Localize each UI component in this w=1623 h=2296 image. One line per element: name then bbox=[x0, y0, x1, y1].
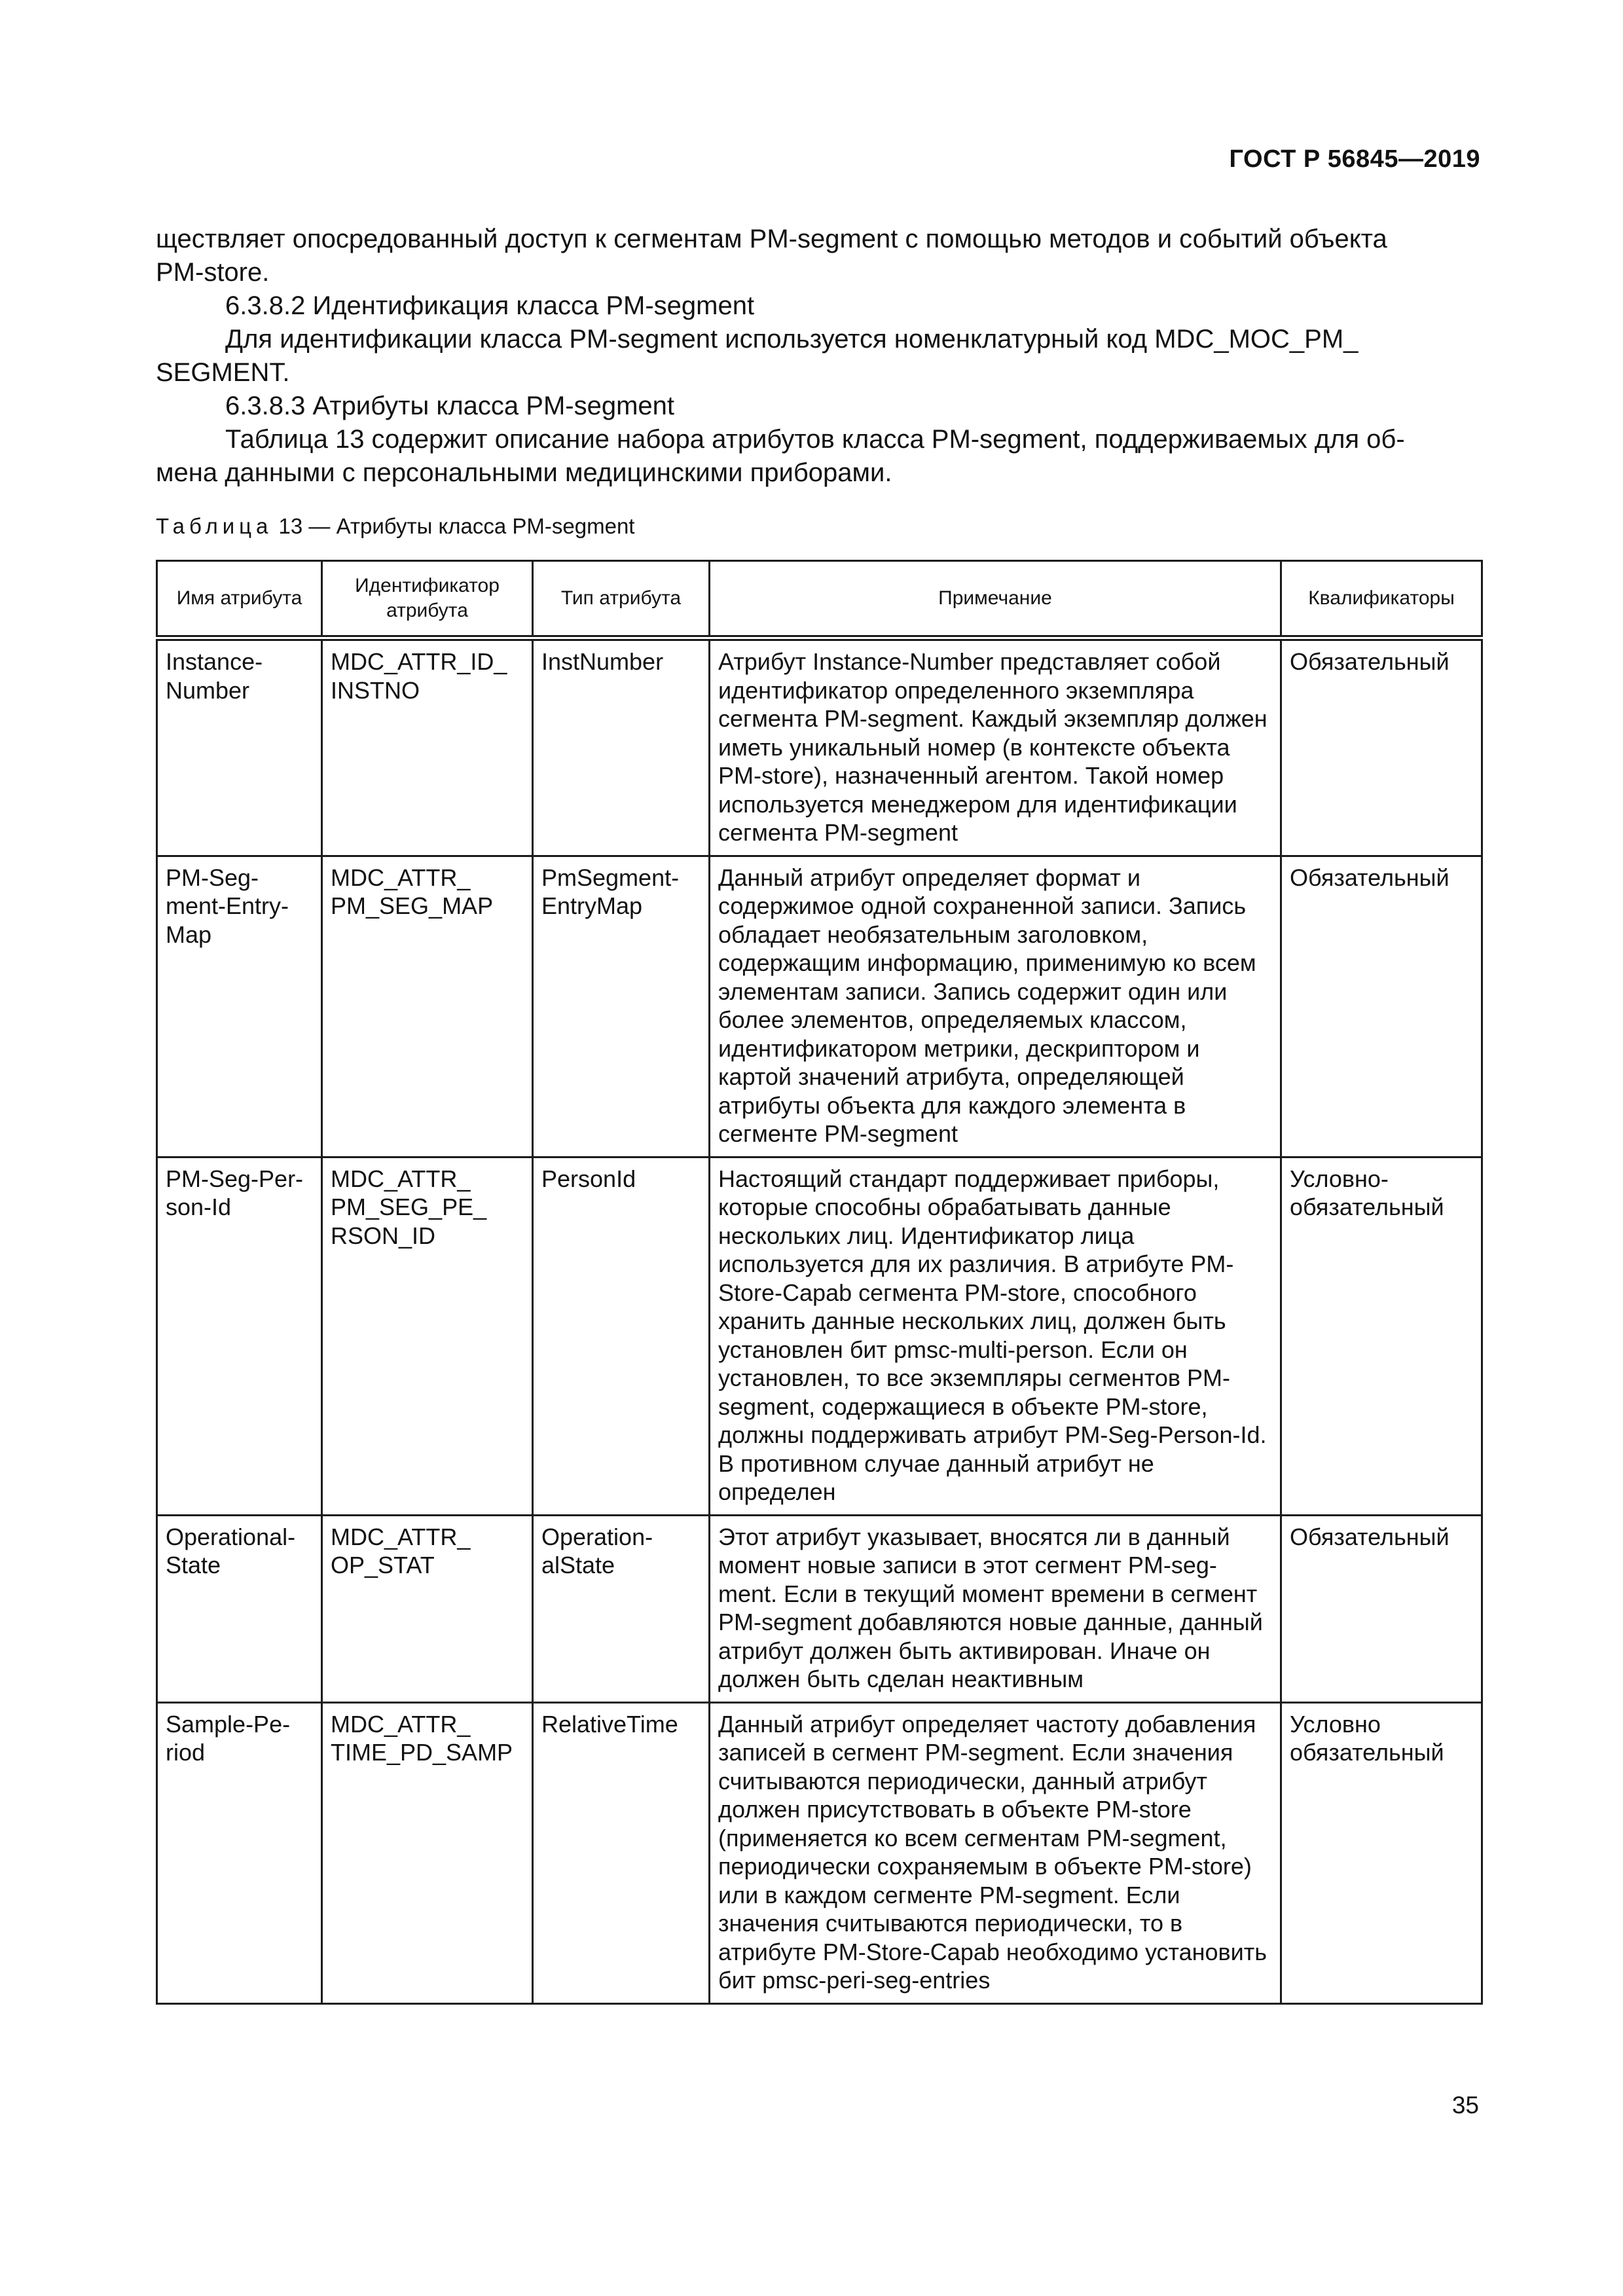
cell-attribute-name: PM-Seg-ment-Entry-Map bbox=[157, 856, 322, 1157]
cell-attribute-name: Instance-Number bbox=[157, 638, 322, 856]
cell-attribute-type: InstNumber bbox=[533, 638, 710, 856]
column-header-id: Идентификатор атрибута bbox=[322, 561, 533, 638]
column-header-qualifier: Квалификаторы bbox=[1281, 561, 1482, 638]
body-text bbox=[156, 223, 1481, 490]
section-heading-6-3-8-2: 6.3.8.2 Идентификация класса PM-segment bbox=[225, 291, 755, 320]
column-header-note: Примечание bbox=[710, 561, 1281, 638]
paragraph-table-intro-end: мена данными с персональными медицинскими приборами. bbox=[156, 458, 892, 487]
table-caption-title: 13 — Атрибуты класса PM-segment bbox=[272, 514, 635, 538]
cell-attribute-id: MDC_ATTR_ID_ INSTNO bbox=[322, 638, 533, 856]
cell-attribute-type: PmSegment-EntryMap bbox=[533, 856, 710, 1157]
table-row bbox=[157, 1702, 1482, 2003]
paragraph-continuation-end: PM-store. bbox=[156, 258, 270, 287]
cell-attribute-type: RelativeTime bbox=[533, 1702, 710, 2003]
paragraph-identification-line: Для идентификации класса PM-segment используется номенклатурный код MDC_MOC_PM_ bbox=[225, 325, 1359, 354]
cell-attribute-id: MDC_ATTR_ OP_STAT bbox=[322, 1515, 533, 1702]
table-row bbox=[157, 638, 1482, 856]
cell-attribute-name: PM-Seg-Per-son-Id bbox=[157, 1157, 322, 1515]
section-heading-6-3-8-3: 6.3.8.3 Атрибуты класса PM-segment bbox=[225, 392, 674, 420]
table-row bbox=[157, 856, 1482, 1157]
cell-attribute-name: Sample-Pe-riod bbox=[157, 1702, 322, 2003]
paragraph-identification-end: SEGMENT. bbox=[156, 358, 290, 387]
attributes-table bbox=[156, 560, 1483, 2005]
document-header: ГОСТ Р 56845—2019 bbox=[1229, 145, 1480, 173]
column-header-type: Тип атрибута bbox=[533, 561, 710, 638]
page-number: 35 bbox=[1451, 2092, 1479, 2119]
cell-attribute-type: Operation-alState bbox=[533, 1515, 710, 1702]
column-header-name: Имя атрибута bbox=[157, 561, 322, 638]
paragraph-continuation-line: ществляет опосредованный доступ к сегментам PM-segment с помощью методов и событий объекта bbox=[156, 225, 1387, 253]
cell-attribute-note: Данный атрибут определяет формат и содержимое одной сохраненной записи. Запись обладает необязательным заголовком, содержащим информацию, применимую ко всем элементам записи. Запись содержит один или более элементов, определяемых классом, идентификатором метрики, дескриптором и картой значений атрибута, определяющей атрибуты объекта для каждого элемента в сегменте PM-segment bbox=[710, 856, 1281, 1157]
cell-attribute-note: Атрибут Instance-Number представляет собой идентификатор определенного экземпляра сегмента PM-segment. Каждый экземпляр должен иметь уникальный номер (в контексте объекта PM-store), назначенный агентом. Такой номер используется менеджером для идентификации сегмента PM-segment bbox=[710, 638, 1281, 856]
cell-attribute-qualifier: Обязательный bbox=[1281, 638, 1482, 856]
cell-attribute-note: Настоящий стандарт поддерживает приборы, которые способны обрабатывать данные нескольких лиц. Идентификатор лица используется для их различия. В атрибуте PM-Store-Capab сегмента PM-store, способного хранить данные нескольких лиц, должен быть установлен бит pmsc-multi-person. Если он установлен, то все экземпляры сегментов PM-segment, содержащиеся в объекте PM-store, должны поддерживать атрибут PM-Seg-Person-Id. В противном случае данный атрибут не определен bbox=[710, 1157, 1281, 1515]
table-caption bbox=[156, 514, 634, 539]
cell-attribute-qualifier: Обязательный bbox=[1281, 856, 1482, 1157]
cell-attribute-qualifier: Условно обязательный bbox=[1281, 1702, 1482, 2003]
cell-attribute-note: Этот атрибут указывает, вносятся ли в данный момент новые записи в этот сегмент PM-seg-ment. Если в текущий момент времени в сегмент PM-segment добавляются новые данные, данный атрибут должен быть активирован. Иначе он должен быть сделан неактивным bbox=[710, 1515, 1281, 1702]
cell-attribute-type: PersonId bbox=[533, 1157, 710, 1515]
table-header-row bbox=[157, 561, 1482, 638]
table-row bbox=[157, 1157, 1482, 1515]
cell-attribute-id: MDC_ATTR_ PM_SEG_PE_ RSON_ID bbox=[322, 1157, 533, 1515]
cell-attribute-qualifier: Обязательный bbox=[1281, 1515, 1482, 1702]
cell-attribute-name: Operational-State bbox=[157, 1515, 322, 1702]
table-caption-label: Таблица bbox=[156, 514, 273, 538]
cell-attribute-id: MDC_ATTR_ TIME_PD_SAMP bbox=[322, 1702, 533, 2003]
cell-attribute-qualifier: Условно-обязательный bbox=[1281, 1157, 1482, 1515]
table-row bbox=[157, 1515, 1482, 1702]
cell-attribute-id: MDC_ATTR_ PM_SEG_MAP bbox=[322, 856, 533, 1157]
paragraph-table-intro-line: Таблица 13 содержит описание набора атрибутов класса PM-segment, поддерживаемых для об- bbox=[225, 425, 1405, 454]
cell-attribute-note: Данный атрибут определяет частоту добавления записей в сегмент PM-segment. Если значения считываются периодически, данный атрибут должен присутствовать в объекте PM-store (применяется ко всем сегментам PM-segment, периодически сохраняемым в объекте PM-store) или в каждом сегменте PM-segment. Если значения считываются периодически, то в атрибуте PM-Store-Capab необходимо установить бит pmsc-peri-seg-entries bbox=[710, 1702, 1281, 2003]
